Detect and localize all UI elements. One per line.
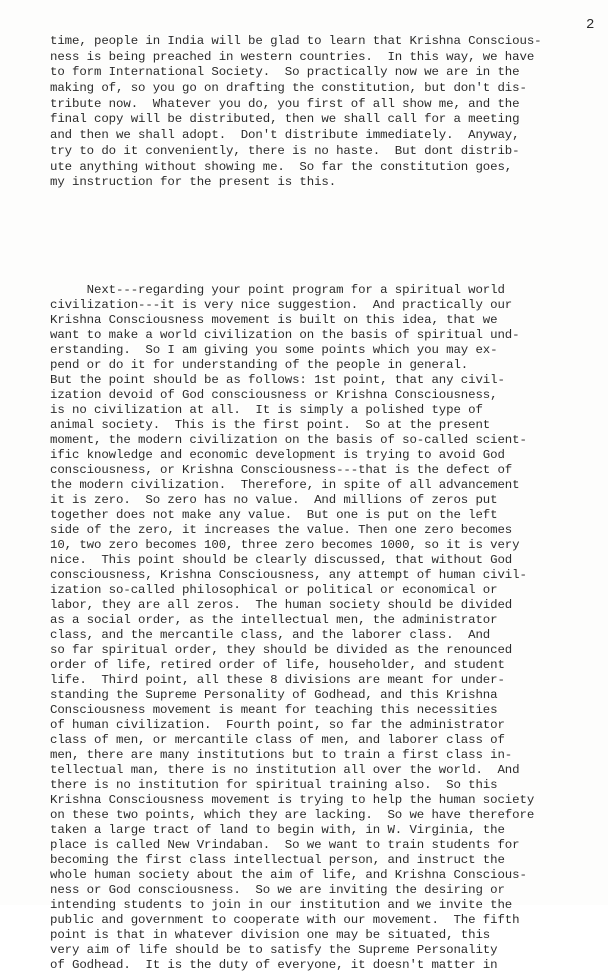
text-line: time, people in India will be glad to learn that Krishna Conscious- xyxy=(50,34,542,48)
paragraph-constitution-instructions xyxy=(50,34,595,191)
text-line: point is that in whatever division one may be situated, this xyxy=(50,928,491,942)
text-line: civilization---it is very nice suggestion. And practically our xyxy=(50,298,513,312)
text-line: order of life, retired order of life, householder, and student xyxy=(50,658,505,672)
text-line: Consciousness movement is meant for teaching this necessities xyxy=(50,703,498,717)
text-line: ute anything without showing me. So far the constitution goes, xyxy=(50,159,513,174)
text-line: making of, so you go on drafting the constitution, but don't dis- xyxy=(50,81,527,96)
text-line: of human civilization. Fourth point, so far the administrator xyxy=(50,718,505,732)
text-line: want to make a world civilization on the basis of spiritual und- xyxy=(50,328,520,342)
page-number: 2 xyxy=(586,17,595,33)
text-line: But the point should be as follows: 1st point, that any civil- xyxy=(50,373,505,387)
text-line: try to do it conveniently, there is no haste. But dont distrib- xyxy=(50,143,520,158)
text-line: there is no institution for spiritual training also. So this xyxy=(50,778,498,792)
text-line: pend or do it for understanding of the people in general. xyxy=(50,358,469,372)
text-line: and then we shall adopt. Don't distribute immediately. Anyway, xyxy=(50,128,520,143)
text-line: place is called New Vrindaban. So we want to train students for xyxy=(50,838,520,852)
text-line: the modern civilization. Therefore, in spite of all advancement xyxy=(50,478,520,492)
text-line: is no civilization at all. It is simply a polished type of xyxy=(50,403,483,417)
text-line: on these two points, which they are lacking. So we have therefore xyxy=(50,808,535,822)
text-line: consciousness, or Krishna Consciousness---that is the defect of xyxy=(50,463,513,477)
text-line: 10, two zero becomes 100, three zero becomes 1000, so it is very xyxy=(50,538,520,552)
text-line: tellectual man, there is no institution all over the world. And xyxy=(50,763,520,777)
text-line: nice. This point should be clearly discussed, that without God xyxy=(50,553,513,567)
text-line: men, there are many institutions but to train a first class in- xyxy=(50,748,513,762)
text-line: intending students to join in our institution and we invite the xyxy=(50,898,513,912)
text-line: moment, the modern civilization on the basis of so-called scient- xyxy=(50,433,527,447)
text-line: very aim of life should be to satisfy the Supreme Personality xyxy=(50,943,498,957)
text-line: Krishna Consciousness movement is built on this idea, that we xyxy=(50,313,498,327)
text-line: tribute now. Whatever you do, you first of all show me, and the xyxy=(50,96,520,111)
text-line: together does not make any value. But one is put on the left xyxy=(50,508,498,522)
text-line: ific knowledge and economic development is trying to avoid God xyxy=(50,448,505,462)
text-line: so far spiritual order, they should be divided as the renounced xyxy=(50,643,513,657)
text-line: Next---regarding your point program for a spiritual world xyxy=(50,283,505,297)
text-line: consciousness, Krishna Consciousness, any attempt of human civil- xyxy=(50,568,527,582)
text-line: labor, they are all zeros. The human society should be divided xyxy=(50,598,513,612)
text-line: it is zero. So zero has no value. And millions of zeros put xyxy=(50,493,498,507)
text-line: public and government to cooperate with our movement. The fifth xyxy=(50,913,520,927)
text-line: class of men, or mercantile class of men, and laborer class of xyxy=(50,733,505,747)
text-line: erstanding. So I am giving you some points which you may ex- xyxy=(50,343,498,357)
text-line: ization so-called philosophical or political or economical or xyxy=(50,583,498,597)
text-line: ization devoid of God consciousness or Krishna Consciousness, xyxy=(50,388,498,402)
text-line: final copy will be distributed, then we shall call for a meeting xyxy=(50,112,520,127)
text-line: as a social order, as the intellectual men, the administrator xyxy=(50,613,498,627)
text-line: Krishna Consciousness movement is trying to help the human society xyxy=(50,793,535,807)
text-line: taken a large tract of land to begin with, in W. Virginia, the xyxy=(50,823,505,837)
text-line: side of the zero, it increases the value. Then one zero becomes xyxy=(50,523,513,537)
text-line: whole human society about the aim of life, and Krishna Conscious- xyxy=(50,868,527,882)
text-line: ness or God consciousness. So we are inviting the desiring or xyxy=(50,883,505,897)
text-line: becoming the first class intellectual person, and instruct the xyxy=(50,853,505,867)
text-line: animal society. This is the first point. So at the present xyxy=(50,418,491,432)
text-line: of Godhead. It is the duty of everyone, it doesn't matter in xyxy=(50,958,498,972)
text-line: life. Third point, all these 8 divisions are meant for under- xyxy=(50,673,505,687)
text-line: standing the Supreme Personality of Godhead, and this Krishna xyxy=(50,688,498,702)
text-line: to form International Society. So practically now we are in the xyxy=(50,65,520,80)
text-line: class, and the mercantile class, and the laborer class. And xyxy=(50,628,491,642)
text-line: ness is being preached in western countries. In this way, we have xyxy=(50,49,535,64)
text-line: my instruction for the present is this. xyxy=(50,175,337,190)
paragraph-spiritual-civilization-program xyxy=(50,283,595,973)
